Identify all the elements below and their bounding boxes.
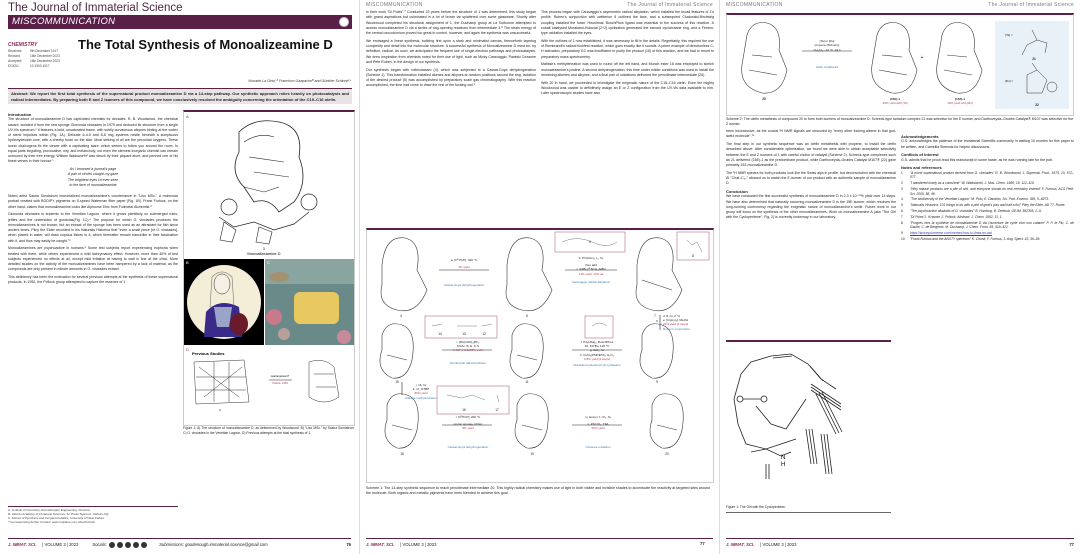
reference-item <box>901 187 1074 197</box>
reference-item <box>901 171 1074 181</box>
reagent-text: b. Ph(OAc)₂, I₂, hv <box>578 256 604 260</box>
reaction-name: Caravaggio radical alkylation <box>571 279 611 284</box>
ru-label: [Ru] = <box>1004 79 1014 83</box>
figure-2-caption: Figure 1: The Girl with the Cyclopentene. <box>726 505 786 509</box>
reagent-text: d. 8, hv, 0 °C <box>663 314 681 318</box>
structure-15E-1 <box>872 23 917 94</box>
volume-info: | VOLUME 3 | 2023 <box>42 541 79 547</box>
compound-label: 14 <box>438 332 442 336</box>
paragraph: This deficiency has been the motivation for several previous attempts at the synthesis of these supernatural products. In 1952, the Pollock group attempted to capture the essence of 1 <box>8 275 178 285</box>
volume-info: | VOLUME 3 | 2023 <box>760 541 797 547</box>
ref-number: 3 <box>901 186 903 191</box>
structure-5 <box>506 238 552 311</box>
reagent-text: proton sponge, KOAc <box>453 422 483 427</box>
coi-heading: Conflicts of Interest <box>901 152 939 158</box>
ref-link[interactable]: https://knowyourmeme.com/memes/how-to-draw-an-owl <box>910 231 992 236</box>
meta-key: Revised: <box>8 54 21 58</box>
reagent-text: n. PbCrO₄, TFA <box>587 422 609 427</box>
ref-text: "Progrès vers la synthèse de monoalizamine D via l'ouverture de cycle d'un oxo cubane" P. P. le Piu, C. de Gaulle, C. de Bergerac, M. Duchamp, J. Chem. From. 69, 419–421. <box>910 220 1074 230</box>
compound-label: 22 <box>1035 103 1039 107</box>
ref-text: "The psychoactive alkaloids of G. vinciades" B. Humbug, B. Zeelbub, OEJM. 592305, 2–9. <box>910 209 1042 214</box>
running-header: MISCOMMUNICATION <box>726 2 783 8</box>
compound-label: 9 <box>656 380 658 384</box>
structure-20 <box>742 23 787 94</box>
ref-number: 9 <box>901 231 903 236</box>
box-reagent-10 <box>585 316 613 338</box>
compound-number: 2 <box>219 408 221 412</box>
compound-number: 1 <box>262 246 266 251</box>
ref-text: "Why natural products are a pile of shit, and everyone should do real chemistry instead" F. Furious, ACS Perif. Sci. 2009, 88, 98. <box>910 186 1074 196</box>
paper-title: The Total Synthesis of Monoalizeamine D <box>78 37 333 52</box>
compound-label: 5 <box>526 314 528 318</box>
reaction-bc <box>557 256 625 284</box>
paragraph: G.S. admits that he proof-read this manuscript in some haste, as he was running late for the pub. <box>901 157 1054 162</box>
section-label: MISCOMMUNICATION <box>12 16 116 27</box>
paragraph: Our synthesis began with rothkolactam (4), which was subjected to a Cassat-Goya dehydrogenation (Scheme 1). This transformation installed akenes and alkynes at random positions around the ring. Isolation of the desired product (5) was accomplished by preparatory scale gas chromatography. With this reaction accomplished, the time had come to draw the rest of the fucking owl.⁹ <box>366 67 536 88</box>
ref-number: 4 <box>901 197 903 202</box>
scheme-1-caption: Scheme 1: The 13-step synthetic sequence to reach penultimate intermediate 20. This highly radical chemistry makes use of light in both visible and invisible shades to accentuate the reactivity at targeted sites around the molecule. Both organic and metallic pigments have been blended to achieve this goal. <box>366 486 711 496</box>
reference-item <box>901 197 1074 202</box>
facebook-icon[interactable] <box>117 542 123 548</box>
panel-label-d: D <box>186 347 189 352</box>
journal-short: J. IMMAT. SCI. <box>726 541 755 547</box>
product-15E <box>867 97 923 105</box>
refs-heading: Notes and references <box>901 165 942 171</box>
ref-number: 10 <box>901 237 905 242</box>
panel-label-b: B <box>186 260 189 265</box>
reference-item <box>901 231 1074 236</box>
paragraph: This process began with Caravaggio's asymmetric radical alkylation, which installed the broad features of 1's profile. Ruben's conjunction with zwitterion 8 outlined the face, and a subsequent Cluckwald-Birchtwig coupling installed the furan. Hironimus' BoschPhos ligand was essential to the success of this reaction. A cobalt catalysed Murakami-Hokusai [2+2] cyclisation generated the second cyclobutane ring, and a Fenton-type oxidation installed the eyes. <box>541 10 714 35</box>
page-77 <box>720 0 1080 554</box>
scheme-1-art <box>367 230 713 481</box>
section-banner <box>8 15 352 29</box>
panel-label-a: A <box>186 114 189 119</box>
structure-2 <box>194 360 249 404</box>
poem-line: The brightest eyes I'd ever seen <box>67 177 119 182</box>
paragraph: We have conducted the first successful synthesis of monoalizeamine D in 2.3 x 10⁻¹¹% yield over 14 steps. We have also determined that naturally occurring monoalizeamine D is the 15E isomer, which resolves the long-running controversy regarding the enigmatic nature of monoalizeamine's smile. Future work in our group will focus on the synthesis of the other monoalizeamines. Work on monoalizeamine A (aka "The Girl with the Cyclopentene", Fig. 2) is currently underway in our laboratory. <box>726 194 896 220</box>
yield-text: 86% yield <box>414 391 428 396</box>
ref-text: "Di Poles"L. Krasner, J. Pollock, Abstract. J. Chem. 1952, 11, 1. <box>910 214 1003 219</box>
affil-key: C. <box>8 516 11 520</box>
previous-studies-heading: Previous Studies <box>192 351 225 356</box>
compound-label: 18 <box>400 452 404 456</box>
volume-info: | VOLUME 3 | 2023 <box>400 541 437 547</box>
intro-heading: Introduction <box>8 112 32 117</box>
reaction-name: Ruben's conjunction <box>663 326 690 331</box>
social-icon-1[interactable] <box>109 542 115 548</box>
compound-name: Monoalizeamine D <box>247 251 281 256</box>
yield-text: 19% yield with [Ru] <box>947 101 973 106</box>
reagent-text: then add <box>585 263 597 268</box>
column-left <box>366 10 536 91</box>
meta-value: 10.1503.1517 <box>30 64 50 68</box>
reaction-name: Matisse methyleneation <box>405 395 437 400</box>
paragraph: With the outlines of 1 now established, it was necessary to fill in the details. Regrettably, this required the use of Rembrandt's radical fuckfest reaction, which goes exactly like it sounds. A prime example of directionless C-H activation, preparatory GC was insufficient to purify the product (15) of this reaction, and we had to resort to preparatory mass spectrometry. <box>541 38 714 59</box>
compound-label: 12 <box>482 332 486 336</box>
article-meta <box>8 49 60 69</box>
paragraph: Monoalizeamines are psychoactive in humans.⁶ Some test subjects report experiencing euphoria when treated with them, while others experienced a mild lachrymatory effect. However, more than 40% of test subjects experienced no effects at all, except mild irritation at having to wait in line at the clinic. More detailed studies on the activity of the monoalizeamines have been hampered by a lack of material, as the compounds are only present in minute amounts in G. vinciades extract. <box>8 246 178 272</box>
affil-text: School of Pyrofinics and Inorganometallics, University of West Failure <box>11 516 105 520</box>
reaction-name: Murakami-Hokusai [2+2] cyclisation <box>573 363 621 368</box>
compound-label: 21 <box>1032 57 1036 61</box>
submissions-email[interactable]: Submissions: goodenough.immaterial.science@gmail.com <box>159 541 268 547</box>
poem-line: A pair of circles caught my gaze <box>67 172 119 177</box>
running-header-right: The Journal of Immaterial Science <box>988 2 1074 8</box>
ref-text: "Frank Furious and the ANXTY spectrum" K. Chonk, F. Furious, J. Ang. Spect. 43, 56–59. <box>910 237 1041 242</box>
socials-label: Socials: <box>92 541 108 547</box>
page-number: 77 <box>700 541 705 546</box>
rxn-label: rearrangement? <box>270 375 290 378</box>
paragraph: Noted artist Sasha Sundstrom immortalised monoalizeamine's countenance in "Liso MSc." a molecular portrait created with BODIPY pigments on 5-speed Waterman filter paper (Fig. 1B). Frank Furious, on the other hand, claims that monoalizeamine looks like Alphonse Elric from Fullmetal Alchemist.³ <box>8 194 178 209</box>
yield-text: 0.8% yield [3 steps] <box>583 356 610 361</box>
yield-text: 3% yield <box>458 265 470 270</box>
paragraph: The final step in our synthetic sequence was an olefin metathesis with propene, to install the olefin described above. After considerable optimisation, we found we were able to obtain acceptable selectivity between the E and Z isomers of 1 with careful choice of catalyst (Scheme 2). Schreck-type complexes such as 21 delivered (15E)-1 as the predominant product, while Darthoveyda–Grubbs Catalyst M107® (22) gave primarily 15Z-monoalizeamine D. <box>726 142 896 167</box>
meta-key: Accepted: <box>8 59 23 63</box>
meta-key: Received: <box>8 49 23 53</box>
scheme-2 <box>726 13 1074 116</box>
panel-label-c: C <box>267 260 270 265</box>
scheme-1 <box>366 228 714 483</box>
paragraph: in their work "Di Poles".⁷ Conducted 23 years before the structure of 1 was determined, this study began with grand aspirations but culminated in a lot of brown tar splattered over some glassware. Shortly after Woodwood completed his structural assignment of 1, the Duchamp group at La Sorbonne attempted to access monoalizeamine D via a series of ring-opening reactions from intermediate 3.⁸ The strain energy of the central oxocubonium proved too great to control, however, and again the synthesis was unsuccessful. <box>366 10 536 35</box>
ref-number: 8 <box>901 220 903 225</box>
reaction-conditions <box>799 39 855 69</box>
figure-1-art <box>184 112 354 424</box>
socials <box>92 540 147 550</box>
compound-label: 20 <box>665 452 669 456</box>
page-76 <box>0 0 360 554</box>
ref-text: "The biodiversity of the Venetian Lagoon" M. Polo, E. Dandolo, Sci. Part. Environ. 395, 5–6973. <box>910 197 1049 202</box>
structure-11 <box>510 324 543 378</box>
reference-item <box>901 215 1074 220</box>
page-number: 77 <box>1069 541 1074 547</box>
journal-short: J. IMMAT. SCI. <box>8 541 37 547</box>
caption-rule <box>726 512 891 513</box>
reagent-text: m. Eosyn Y, ¹O₂, hv <box>585 415 611 419</box>
product-label: (15E)-1 <box>889 97 900 101</box>
yield-text: 0.007 ± 0.0003% yield <box>453 348 483 353</box>
structure-outline <box>235 121 303 212</box>
column-right <box>901 133 1074 243</box>
affiliations <box>8 506 178 524</box>
poem-line: In the face of monoalizeamine <box>69 182 117 187</box>
reagent-text: j. 16, hv <box>415 383 427 387</box>
poem-line: As I browsed a journal's page <box>69 167 117 171</box>
page-77-scheme <box>360 0 720 554</box>
structure-18 <box>385 394 418 448</box>
yield-text: 8% yield <box>462 426 474 431</box>
reference-item <box>901 237 1074 242</box>
running-header: MISCOMMUNICATION <box>366 2 423 8</box>
paragraph: We envisaged a linear synthesis, building first upon a stark and minimalist canvas, thenceforth layering complexity and detail into the molecular structure. A successful synthesis of Monoalizeamine D must be, by definition, radical. As such, we anticipated the frequent use of single-electron pathways and photocatalysis. We drew inspiration from chemists noted for their use of light, such as Micky Caravaggio, Pawlski Cézanne and Pete Ruben, in the design of our synthesis. <box>366 38 536 64</box>
alkyne <box>806 429 817 464</box>
affil-key: B. <box>8 512 11 516</box>
reaction-jk <box>405 383 437 400</box>
ref-number: 5 <box>901 203 903 208</box>
structure-1-copy <box>309 360 339 402</box>
paragraph: G.S. acknowledges the patience of the Immaterial Scientific community in waiting 10 months for this paper to be written, and Camellia Sinensis for helpful discussions. <box>901 139 1074 149</box>
affil-key: A. <box>8 508 11 512</box>
compound-label: 13 <box>462 332 466 336</box>
ref-number: 2 <box>901 181 903 186</box>
reagent-text: g. CoI₂, hv <box>589 348 604 353</box>
figure-1-caption: Figure 1: A) The structure of monoalizeamine D, as determined by Woodwood. B) "Liso MSc." by Sasha Sundstrom. C) G. vinciades in the Venetian Lagoon. D) Previous attempts at the total synthesis of 1. <box>183 426 355 435</box>
social-icon-5[interactable] <box>141 542 147 548</box>
ref-text: "I wandered lonely as a cumulene" W. Wadsworth, J. Mus. Chem. 1980, 19, 112–115. <box>910 181 1035 186</box>
affil-text: Vatican Academy of Unnatural Sciences, St. Pauls Taproom, Vatican City <box>11 512 109 516</box>
references-list <box>901 171 1074 242</box>
reagent-text: propene (500 atm) <box>814 43 840 48</box>
figure-divider <box>726 340 891 342</box>
conclusion-heading: Conclusion <box>726 189 748 194</box>
page-footer <box>726 538 1074 550</box>
abstract: Abstract: We report the first total synthesis of the supernatural product monoalizeamine D via a 14-step pathway. Our synthetic approach relies heavily on photocatalysis and radical intermediates. By preparing both E and Z isomers of this compound, we have conclusively resolved the ambiguity concerning the orientation of the C15–C16 olefin. <box>8 88 352 104</box>
structure-4 <box>381 238 427 311</box>
product-label: (15Z)-1 <box>955 97 965 101</box>
ref-number: 6 <box>901 209 903 214</box>
ref-text: "A novel supernatural product derived from G. vinciades" R. B. Woodwood, J. Supernat. Prod., 1975, 23, 572–577. <box>910 170 1074 180</box>
paragraph: been inconclusive, as the crucial ¹H NMR signals are obscured by "every other fucking alkene in that god-awful molecule".¹⁰ <box>726 129 896 139</box>
page-number: 76 <box>346 541 351 547</box>
compound-label: 11 <box>525 380 529 384</box>
compound-label: 20 <box>762 97 766 101</box>
twitter-icon[interactable] <box>125 542 131 548</box>
reagent-text: a. [Irᴵᴵᴵ PCP], 400 °C <box>450 258 478 262</box>
article-category: CHEMISTRY <box>8 42 38 48</box>
structure-9 <box>640 324 673 378</box>
reagent-text: k. 17, DTBP <box>412 387 430 392</box>
yield-text: 24% yield [2 steps] <box>663 322 689 327</box>
alkyne <box>821 434 832 474</box>
reaction-name: olefin metathesis <box>815 64 839 69</box>
journal-short: J. IMMAT. SCI. <box>366 541 395 547</box>
column-right <box>541 10 714 99</box>
paragraph: With 20 in hand, we proceeded to investigate the enigmatic nature of the C15–C16 olefin. Even the mighty Woodwood was unable to definitively assign an E or Z configuration from the UV-Vis data available to him. Later spectroscopic studies have also <box>541 80 714 95</box>
structure-15Z-1 <box>937 23 982 94</box>
reagent-text: i. [Rh(COD)₂]PF₆ <box>456 340 480 344</box>
reaction-a <box>431 258 497 288</box>
reagent-text: c. [NiBr₂]ᴵᴵᴵ BCH, AIBN <box>576 267 606 272</box>
page-footer <box>366 538 713 550</box>
reference-item <box>901 221 1074 231</box>
reagent-text: KOAc, B, E, F, S <box>456 344 479 349</box>
reagent-text: CH₂Cl₂, -10 °C, 24 h <box>813 48 841 53</box>
ref-number: 1 <box>901 170 903 175</box>
paragraph: Matisse's methyleneation was used to round off the left hand, and Munch ester 16 was employed to sketch monoalezamine's jowline. A second dehydrogenation, this time under milder conditions was used to install the remaining alkenes and alkynes, and a final pair of oxidations delivered the penultimate intermediate (20). <box>541 62 714 77</box>
reaction-name: Rembrandt radical fuckfest <box>450 360 486 365</box>
compound-label: 8 <box>692 254 694 258</box>
alkyne <box>816 392 842 434</box>
ref-number: 7 <box>901 214 903 219</box>
page-footer <box>8 538 351 550</box>
reference-item <box>901 209 1074 214</box>
journal-logo-icon <box>339 17 349 27</box>
reaction-de <box>663 314 713 331</box>
meta-key: DOIOU: <box>8 64 20 68</box>
plus-sign: + <box>920 55 924 61</box>
reaction-name: Cassat-Goya dehydrogenation <box>443 283 485 288</box>
rxn-ref: Pollock, 1956 <box>272 382 288 385</box>
ack-heading: Acknowledgements <box>901 134 939 139</box>
reaction-name: Cassat-Goya dehydrogenation <box>447 444 489 449</box>
column-left <box>726 129 896 223</box>
compound-label: 16 <box>462 408 466 412</box>
reagent-text: l. [IrᴵᴵᴵPCP], 200 °C <box>455 415 481 419</box>
poem <box>8 167 178 188</box>
alkyne <box>811 384 841 410</box>
meta-value: 16th December 2023 <box>30 54 60 58</box>
yield-text: 30% yield with [Ta] <box>882 101 908 106</box>
reagent-text: h. FeCl₃(PMDETA), H₂O₂ <box>580 352 614 357</box>
svg-text:H: H <box>781 462 786 468</box>
affil-text: Corresponding Author Contact: www.onlyfans.com.wf/schlonktip <box>10 520 95 524</box>
paragraph: Gioconda vinciades is endemic to the Venetian Lagoon, where it grows plentifully on submerged ruins, jetties and the undersides of gondolas(Fig. 1C).⁴ The purpose for which G. vinciades produces the monoalizeamines is not known, but an extract of the sponge has been used as an attractant for fish since ancient times. Pliny the Elder recorded in his Naturalis Historica that "even a small piece [of G. vinciades], when placed in water, will draw copious fishes to it, which thereafter remain trancelike in their fascination with it, and thus may easily be caught."⁵ <box>8 212 178 243</box>
structure-19 <box>515 394 548 448</box>
reagent-text: [Ta] or [Ru] <box>819 39 835 43</box>
paragraph: The ¹H NMR spectra for both products look like the Swiss alps in profile, but deconvolution with the chemical AI "Chat–C₆₀" allowed us to match the E-isomer of our product with an authentic sample of monoalizeamine D. <box>726 170 896 186</box>
social-icon-4[interactable] <box>133 542 139 548</box>
compound-label: 4 <box>400 314 402 318</box>
figure-2-art <box>726 344 896 494</box>
compound-label: 19 <box>530 452 534 456</box>
yield-text: 14% yield; 14% de <box>578 271 604 276</box>
running-header-right: The Journal of Immaterial Science <box>627 2 713 8</box>
scheme-2-caption: Scheme 2: The olefin metathesis of compound 20 to form both isomers of monoalizeamine D. Schreck-type tantalum complex 21 was selective for the E isomer, and Darthoveyda–Grubbs Catalyst® M107 was selective for the Z isomer. <box>726 117 1074 126</box>
ta-label: [Ta] = <box>1005 33 1013 37</box>
reference-item <box>901 181 1074 186</box>
compound-label: 15 <box>395 380 399 384</box>
affil-key: * <box>8 520 10 524</box>
reagent-text: f. Pd₂(dba)₃, BoschPhos <box>580 340 614 344</box>
reaction-name: Cézanne oxidation <box>585 444 611 449</box>
product-15Z <box>932 97 988 105</box>
structure-20 <box>650 394 683 448</box>
sponge <box>294 292 339 324</box>
authors: Vionado La Dinci,ᴬ Francisco Gazpachoᴮ and Günther Schlonkᶜ* <box>248 79 351 83</box>
reagent-text: 10, KOᵗBu, 120 °C <box>584 344 610 349</box>
journal-title: The Journal of Immaterial Science <box>8 2 183 14</box>
yield-text: 53% yield <box>591 426 605 431</box>
figure-1 <box>183 110 355 426</box>
compound-label: 7 <box>654 314 656 318</box>
compound-label: 17 <box>495 408 499 412</box>
ref-text: "Naturalis Historica: 101 things to do with a pint of goat's piss and half a fox" Pliny the Elder, AD 77, Rome. <box>910 203 1066 208</box>
reaction-mn <box>567 415 629 449</box>
svg-text:N: N <box>781 455 786 461</box>
structure-7 <box>636 238 682 311</box>
reaction-fgh <box>565 340 629 367</box>
reaction-l <box>437 415 499 449</box>
intro-column <box>8 111 178 288</box>
affil-text: Institute of Chemistry and Helicopter Engineering, Florence <box>11 508 91 512</box>
meta-value: 16th December 2023 <box>30 59 60 63</box>
reaction-i <box>437 340 499 365</box>
meta-value: 9th December 1517 <box>30 49 58 53</box>
paragraph: The structure of monoalizeamine D has captivated chemists for decades. R. B. Woodwood, the chemical savant, isolated it from the sea sponge Gioconda vinciades in 1975 and deduced its structure from a single UV-Vis spectrum.¹ It features a bold, unsaturated frame, with subtly curvaceous alkynes hinting at the vortex of steric impulses within (Fig. 1A). Delicate 6-4-5 and 8-8 ring systems nestle beneath a sumptuous hydroxydecalin core, with a cheeky furan on the side. Most striking of all are the peroxidal oxygens. These iconic chalcogens fix the viewer with a captivating stare, which seems to follow you around the room. In equal parts beguiling, provocative, wry, and melancholy, not even the sternest inorganic chemist can remain unmoved by their free energy. William Wadsworth² was struck by their piquant alure, and penned one of his finest verses in their honour": <box>8 117 178 164</box>
reagent-text: e. [Ir(ppy)₃], MeOH <box>663 318 689 323</box>
reference-item <box>901 203 1074 208</box>
compound-label: 6 <box>589 240 591 244</box>
structure-15 <box>380 324 413 378</box>
